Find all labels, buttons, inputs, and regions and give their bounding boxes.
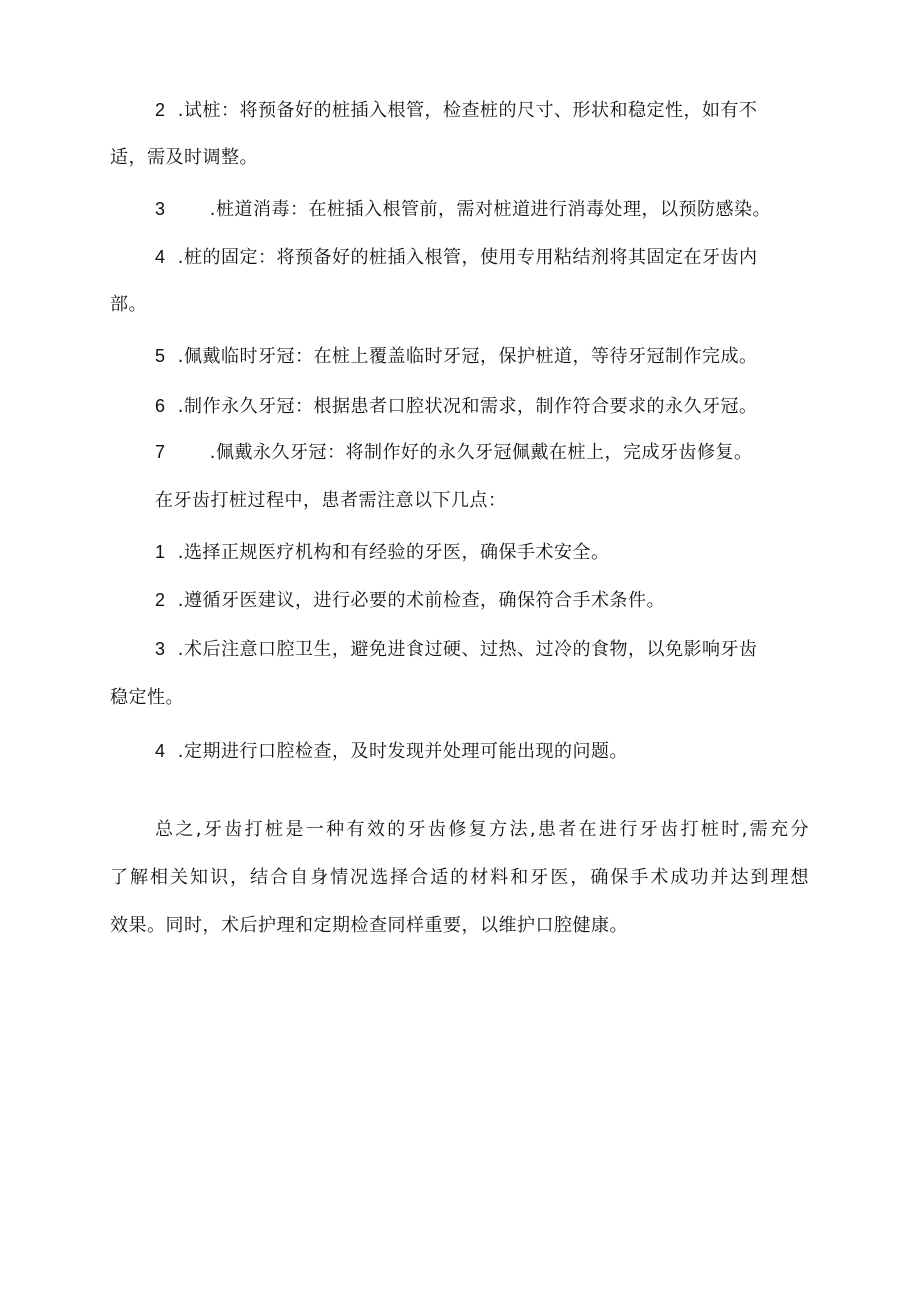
note-number: 3 xyxy=(155,639,166,659)
summary-line-2: 了解相关知识，结合自身情况选择合适的材料和牙医，确保手术成功并达到理想 xyxy=(110,867,809,888)
note-number: 1 xyxy=(155,542,166,562)
summary-line-3: 效果。同时，术后护理和定期检查同样重要，以维护口腔健康。 xyxy=(110,915,628,936)
step-4 xyxy=(155,245,757,270)
summary-line-1: 总之,牙齿打桩是一种有效的牙齿修复方法,患者在进行牙齿打桩时,需充分 xyxy=(155,819,809,840)
step-number: 4 xyxy=(155,247,166,267)
step-text: .制作永久牙冠：根据患者口腔状况和需求，制作符合要求的永久牙冠。 xyxy=(177,396,758,417)
step-number: 7 xyxy=(155,442,166,462)
note-4 xyxy=(155,739,628,764)
note-text: .选择正规医疗机构和有经验的牙医，确保手术安全。 xyxy=(177,542,610,563)
note-number: 2 xyxy=(155,590,166,610)
note-number: 4 xyxy=(155,741,166,761)
step-5 xyxy=(155,344,757,369)
step-3 xyxy=(155,197,771,222)
notes-intro: 在牙齿打桩过程中，患者需注意以下几点： xyxy=(155,490,507,511)
step-2-continued: 适，需及时调整。 xyxy=(110,147,258,168)
step-6 xyxy=(155,394,757,419)
step-text: .桩的固定：将预备好的桩插入根管，使用专用粘结剂将其固定在牙齿内 xyxy=(177,247,758,268)
note-3 xyxy=(155,637,757,662)
step-text: .桩道消毒：在桩插入根管前，需对桩道进行消毒处理，以预防感染。 xyxy=(209,199,771,220)
note-1 xyxy=(155,540,609,565)
step-text: .佩戴永久牙冠：将制作好的永久牙冠佩戴在桩上，完成牙齿修复。 xyxy=(209,442,753,463)
step-7 xyxy=(155,440,752,465)
step-number: 2 xyxy=(155,100,166,120)
step-4-continued: 部。 xyxy=(110,294,147,315)
note-text: .术后注意口腔卫生，避免进食过硬、过热、过冷的食物，以免影响牙齿 xyxy=(177,639,758,660)
note-text: .定期进行口腔检查，及时发现并处理可能出现的问题。 xyxy=(177,741,628,762)
step-number: 6 xyxy=(155,396,166,416)
step-number: 3 xyxy=(155,199,166,219)
step-text: .试桩：将预备好的桩插入根管，检查桩的尺寸、形状和稳定性，如有不 xyxy=(177,100,758,121)
note-3-continued: 稳定性。 xyxy=(110,687,184,708)
step-2 xyxy=(155,98,757,123)
step-text: .佩戴临时牙冠：在桩上覆盖临时牙冠，保护桩道，等待牙冠制作完成。 xyxy=(177,346,758,367)
note-text: .遵循牙医建议，进行必要的术前检查，确保符合手术条件。 xyxy=(177,590,665,611)
note-2 xyxy=(155,588,665,613)
step-number: 5 xyxy=(155,346,166,366)
